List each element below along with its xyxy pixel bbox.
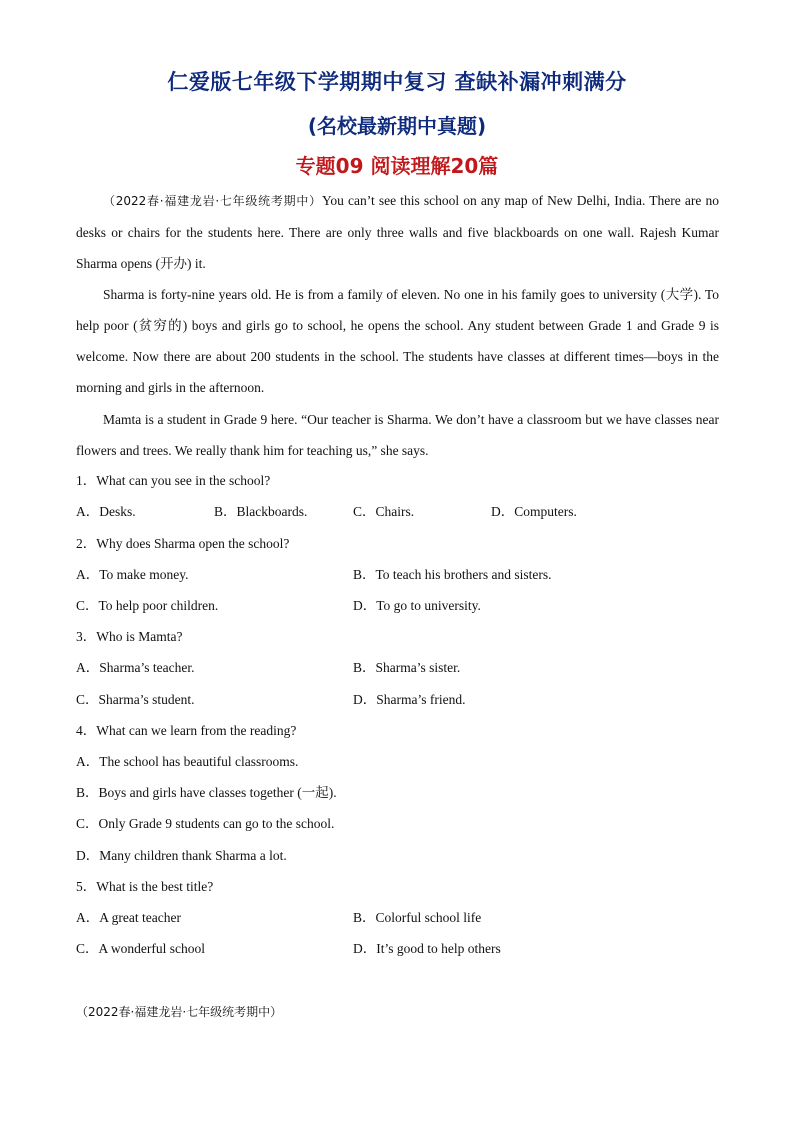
question-1-option-c: C．Chairs. [353,504,415,519]
question-4-stem: 4．What can we learn from the reading? [76,723,297,738]
passage-paragraph-3: Mamta is a student in Grade 9 here. “Our teacher is Sharma. We don’t have a classroom but we have classes near flowers and trees. We really thank him for teaching us,” she says. [76,412,719,458]
passage-source: （2022春·福建龙岩·七年级统考期中） [103,194,322,208]
topic-title: 专题09 阅读理解20篇 [295,154,499,178]
question-3-option-d: D．Sharma’s friend. [353,692,466,707]
passage-paragraph-2: Sharma is forty-nine years old. He is from a family of eleven. No one in his family goes to university (大学). To help poor (贫穷的) boys and girls go to school, he opens the school. Any student between Grade 1 and Grade 9 is welcome. Now there are about 200 students in the school. The students have classes at different times—boys in the morning and girls in the afternoon. [76,287,719,395]
question-2-option-a: A．To make money. [76,567,189,582]
question-2-option-d: D．To go to university. [353,598,481,613]
question-2-option-b: B．To teach his brothers and sisters. [353,567,552,582]
question-5-option-d: D．It’s good to help others [353,941,501,956]
question-1-stem: 1．What can you see in the school? [76,473,271,488]
question-5-option-c: C．A wonderful school [76,941,205,956]
next-passage-source: （2022春·福建龙岩·七年级统考期中） [76,1005,283,1019]
question-4-option-b: B．Boys and girls have classes together (一起). [76,785,337,800]
question-4-option-c: C．Only Grade 9 students can go to the school. [76,816,335,831]
question-5-option-b: B．Colorful school life [353,910,482,925]
question-4-option-d: D．Many children thank Sharma a lot. [76,848,287,863]
question-3-option-a: A．Sharma’s teacher. [76,660,195,675]
question-2-stem: 2．Why does Sharma open the school? [76,536,290,551]
question-5-stem: 5．What is the best title? [76,879,214,894]
document-title: 仁爱版七年级下学期期中复习 查缺补漏冲刺满分 [167,70,627,94]
question-2-option-c: C．To help poor children. [76,598,219,613]
question-3-stem: 3．Who is Mamta? [76,629,183,644]
question-3-option-c: C．Sharma’s student. [76,692,195,707]
document-subtitle: (名校最新期中真题) [307,114,487,138]
question-1-option-a: A．Desks. [76,504,136,519]
passage-paragraph-1 [76,185,719,279]
question-4-option-a: A．The school has beautiful classrooms. [76,754,299,769]
question-1-option-b: B．Blackboards. [214,504,308,519]
question-5-option-a: A．A great teacher [76,910,181,925]
passage-paragraph-1-text: You can’t see this school on any map of New Delhi, India. There are no desks or chairs for the students here. There are only three walls and five blackboards on one wall. Rajesh Kumar Sharma opens (开办) it. [76,193,719,271]
question-3-option-b: B．Sharma’s sister. [353,660,461,675]
question-1-option-d: D．Computers. [491,504,577,519]
